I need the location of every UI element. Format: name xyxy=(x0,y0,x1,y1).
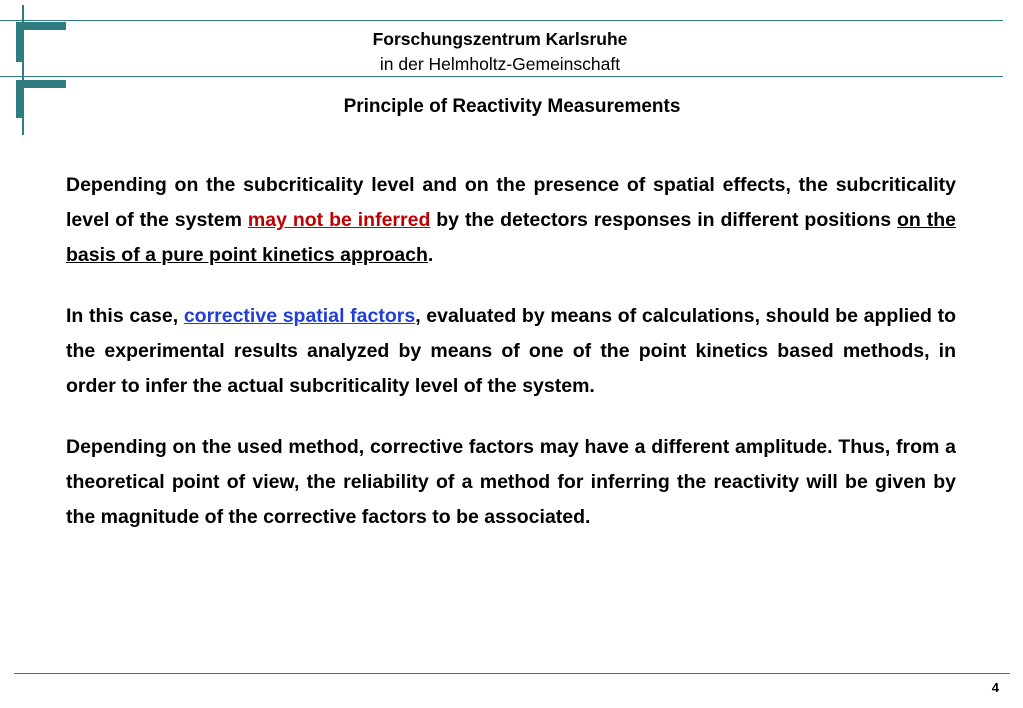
header-rule-top xyxy=(0,20,1003,21)
paragraph-2-text-a: In this case, xyxy=(66,305,184,327)
underlined-point-kinetics-approach: on the basis of a pure point kinetics approach xyxy=(66,209,956,266)
emphasis-corrective-spatial-factors: corrective spatial factors xyxy=(183,305,416,327)
paragraph-1-text-b: by the detectors responses in different positions xyxy=(430,209,897,231)
page-number: 4 xyxy=(991,680,999,695)
institution-subtitle: in der Helmholtz-Gemeinschaft xyxy=(379,54,621,74)
paragraph-2-text-b: , evaluated by means of calculations, should be applied to the experimental results analyzed by means of one of the point kinetics based methods, in order to infer the actual subcriticality level of the system. xyxy=(66,305,956,397)
paragraph-3: Depending on the used method, corrective factors may have a different amplitude. Thus, from a theoretical point of view, the reliability of a method for inferring the reactivity will be given by the magnitude of the corrective factors to be associated. xyxy=(66,436,956,528)
fzk-logo xyxy=(0,0,80,140)
slide-body xyxy=(66,168,956,561)
slide-title: Principle of Reactivity Measurements xyxy=(343,96,681,117)
paragraph-2 xyxy=(66,299,956,404)
paragraph-1 xyxy=(66,168,956,273)
emphasis-may-not-be-inferred: may not be inferred xyxy=(247,209,431,231)
institution-name: Forschungszentrum Karlsruhe xyxy=(372,29,628,49)
footer-rule xyxy=(14,673,1010,674)
header-rule-bottom xyxy=(0,76,1003,77)
paragraph-1-text-a: Depending on the subcriticality level and on the presence of spatial effects, the subcriticality level of the system xyxy=(66,174,956,231)
paragraph-1-text-c: . xyxy=(427,244,434,266)
